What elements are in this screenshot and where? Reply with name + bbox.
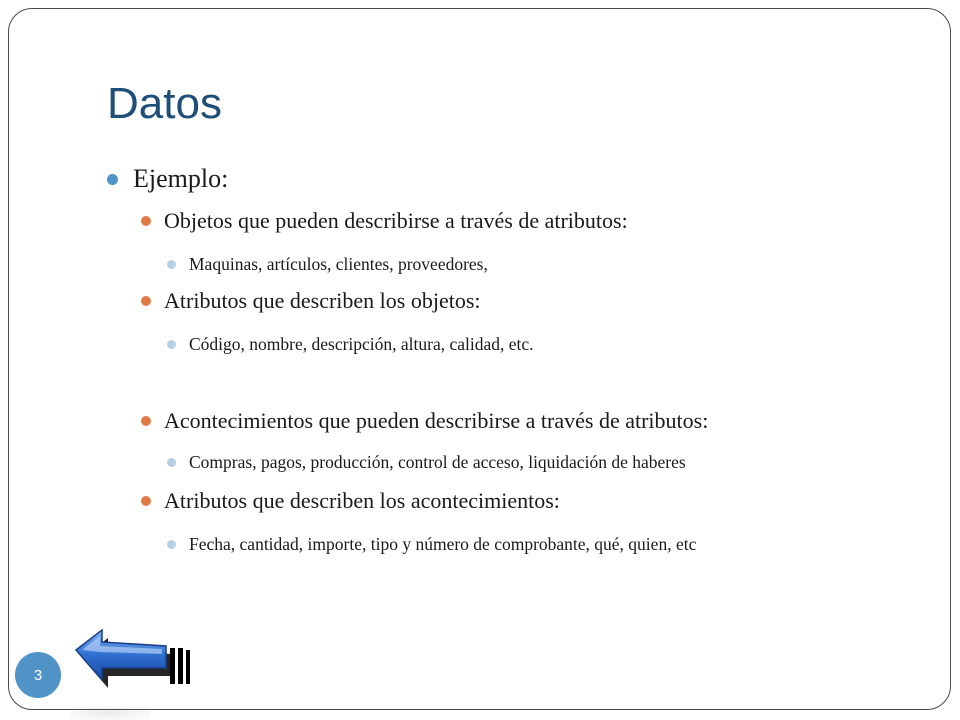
bullet-atributos-acontecimientos-ejemplos — [167, 534, 696, 555]
page-number-badge — [15, 652, 61, 698]
bullet-text: Acontecimientos que pueden describirse a través de atributos: — [164, 408, 709, 433]
back-arrow-icon — [70, 626, 198, 690]
bullet-text: Fecha, cantidad, importe, tipo y número de comprobante, qué, quien, etc — [189, 534, 697, 554]
bullet-text: Maquinas, artículos, clientes, proveedores, — [189, 254, 488, 274]
bullet-dot — [141, 296, 151, 306]
bullet-dot — [141, 496, 151, 506]
back-button[interactable] — [70, 626, 198, 690]
bullet-dot — [141, 216, 151, 226]
bullet-objetos — [141, 208, 628, 234]
bullet-text: Compras, pagos, producción, control de acceso, liquidación de haberes — [189, 452, 686, 472]
bullet-dot — [167, 458, 176, 467]
bullet-dot — [167, 540, 176, 549]
bullet-dot — [167, 260, 176, 269]
bullet-text: Atributos que describen los acontecimientos: — [164, 488, 560, 513]
bullet-text: Ejemplo: — [133, 164, 229, 193]
bullet-text: Código, nombre, descripción, altura, calidad, etc. — [189, 334, 534, 354]
bullet-ejemplo — [107, 164, 228, 194]
slide-title: Datos — [107, 79, 222, 128]
bullet-atributos-acontecimientos — [141, 488, 560, 514]
bullet-dot — [167, 340, 176, 349]
bullet-text: Atributos que describen los objetos: — [164, 288, 481, 313]
page-number: 3 — [33, 666, 43, 684]
bullet-atributos-objetos-ejemplos — [167, 334, 534, 355]
bullet-dot — [141, 416, 151, 426]
bullet-acontecimientos-ejemplos — [167, 452, 686, 473]
bullet-objetos-ejemplos — [167, 254, 488, 275]
bullet-atributos-objetos — [141, 288, 481, 314]
bullet-dot — [107, 174, 118, 185]
bullet-text: Objetos que pueden describirse a través de atributos: — [164, 208, 628, 233]
decorative-shadow — [70, 706, 150, 720]
bullet-acontecimientos — [141, 408, 708, 434]
